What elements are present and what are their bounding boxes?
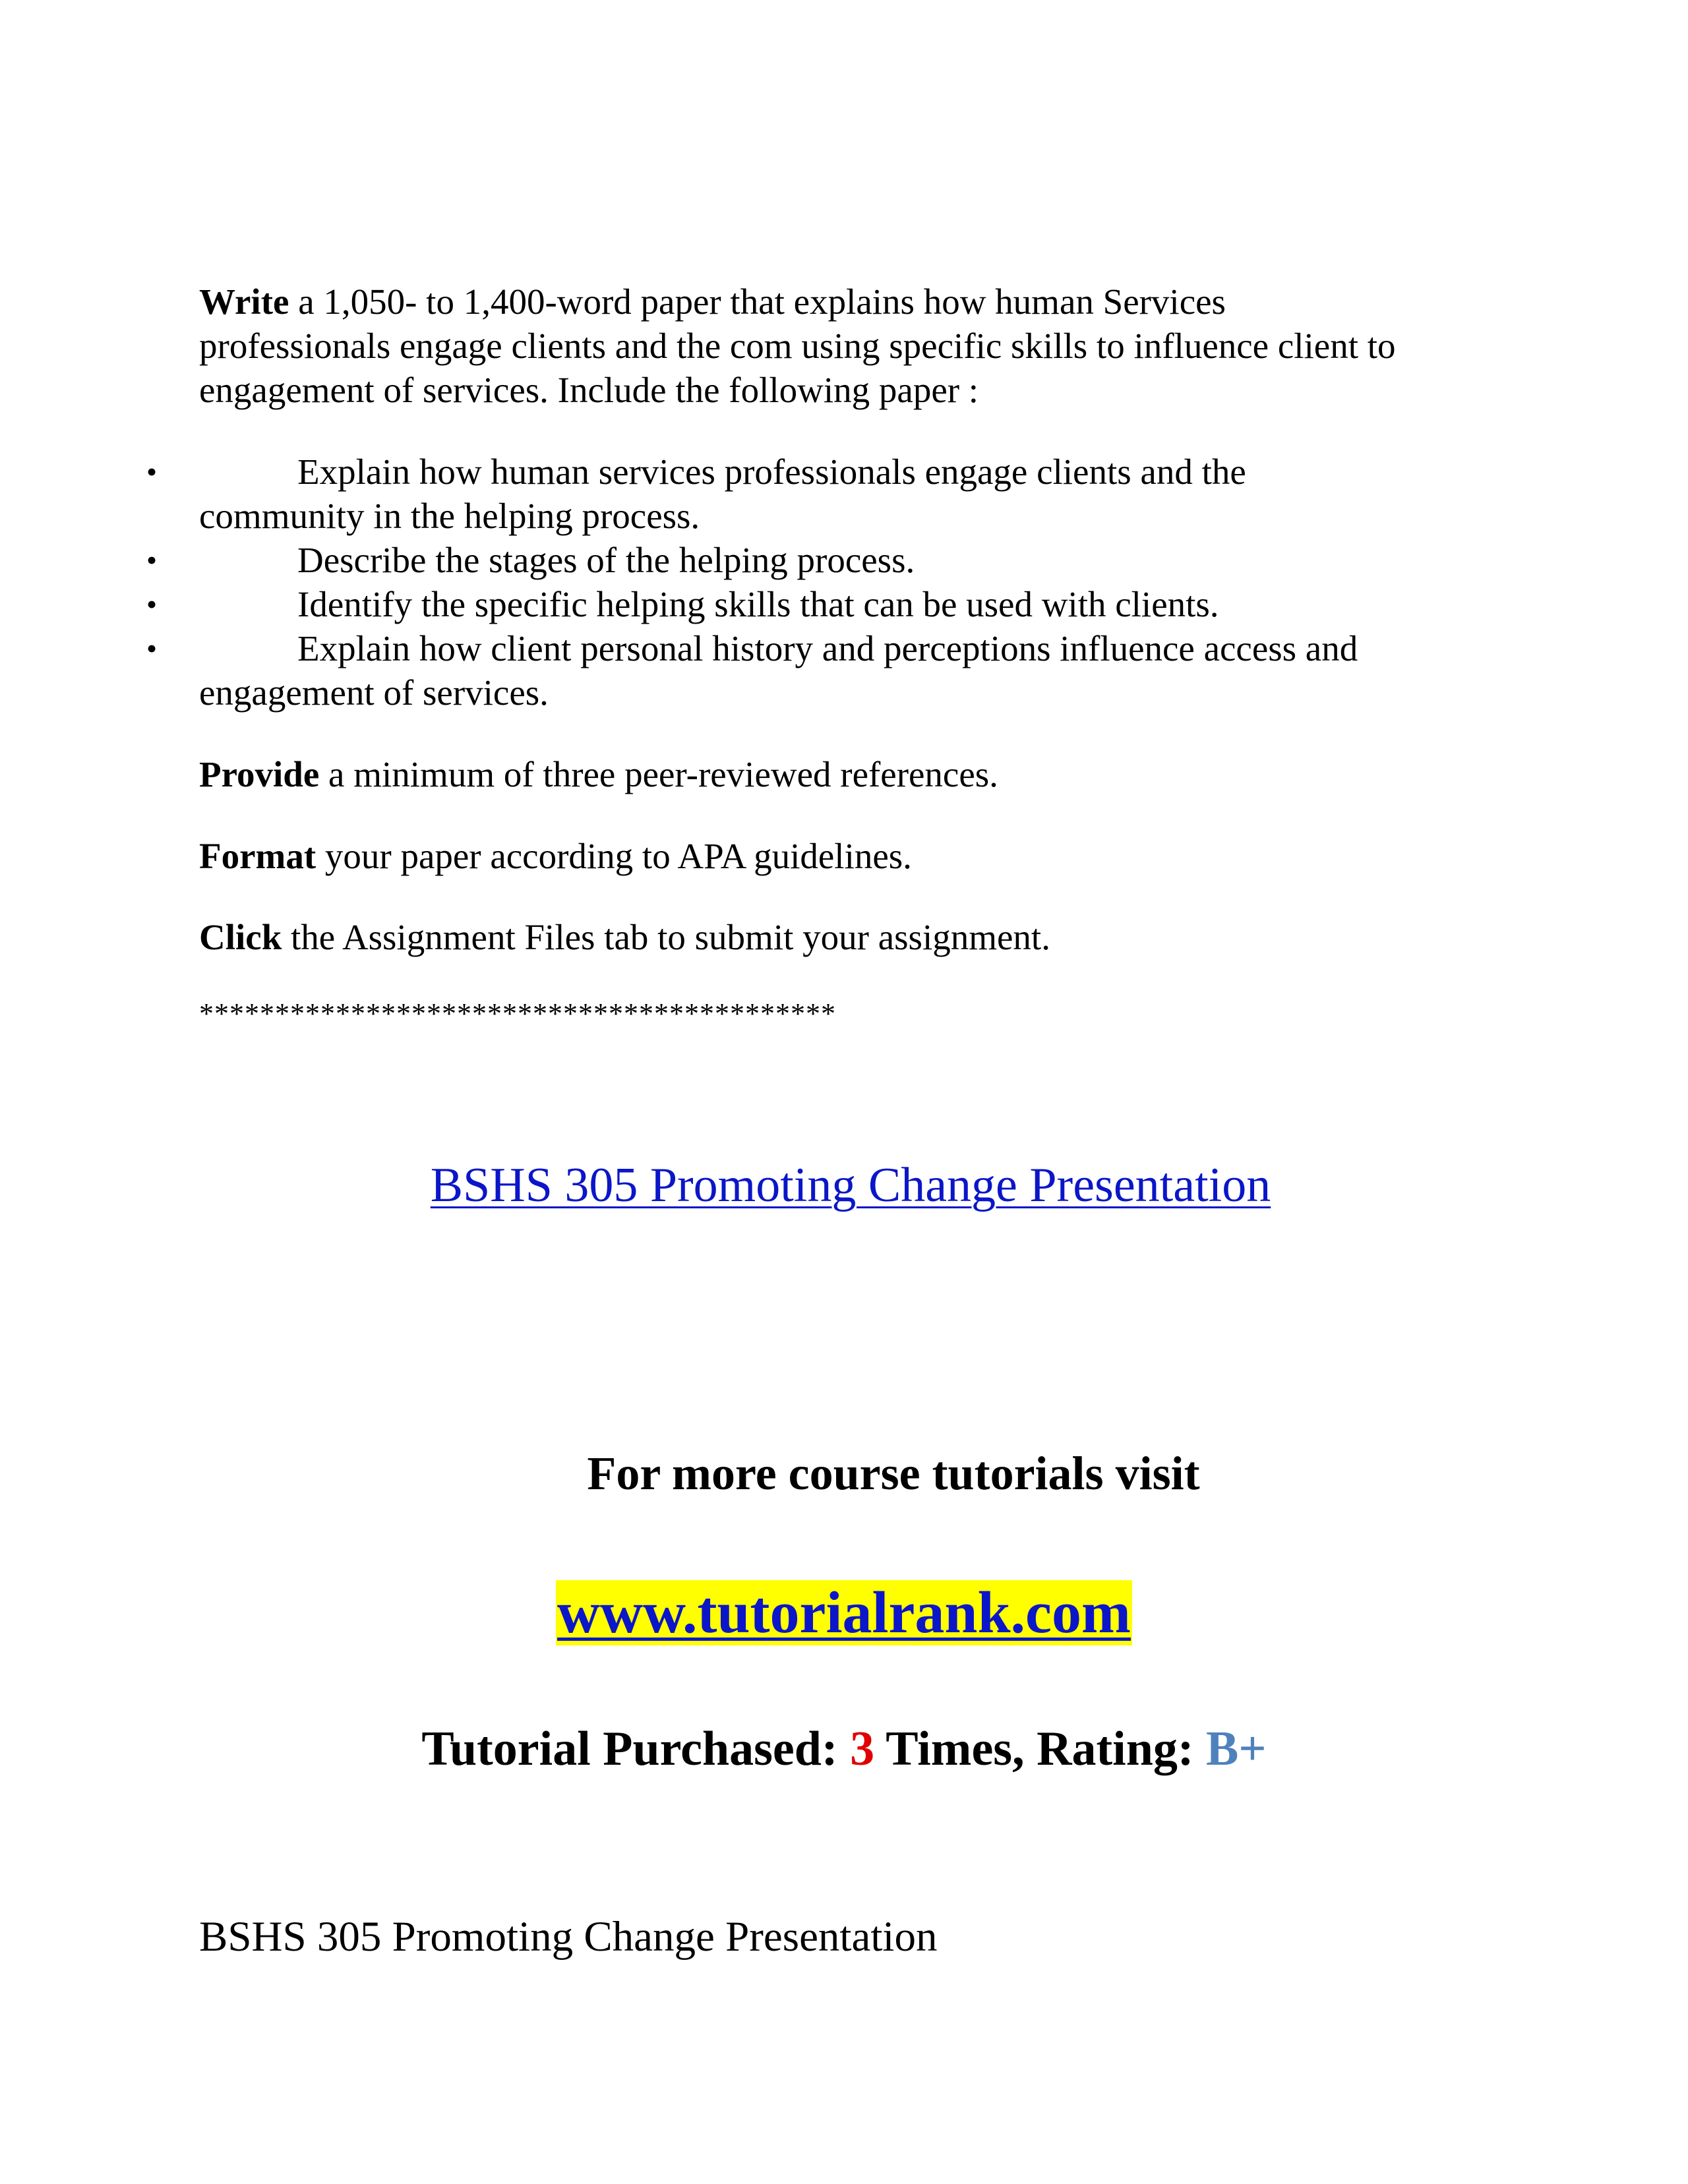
intro-line-1-text: a 1,050- to 1,400-word paper that explains how human Services bbox=[289, 281, 1226, 322]
list-item-continuation: engagement of services. bbox=[199, 672, 549, 713]
intro-paragraph bbox=[199, 280, 1518, 412]
intro-lead: Write bbox=[199, 281, 289, 322]
intro-line-2: professionals engage clients and the com using specific skills to influence client to bbox=[199, 326, 1396, 366]
footer-title: BSHS 305 Promoting Change Presentation bbox=[199, 1913, 938, 1961]
course-link-row bbox=[0, 1156, 1688, 1215]
more-tutorials-heading: For more course tutorials visit bbox=[587, 1447, 1200, 1500]
provide-text: a minimum of three peer-reviewed references. bbox=[319, 754, 998, 794]
provide-paragraph bbox=[199, 752, 1518, 796]
list-item-continuation: community in the helping process. bbox=[199, 496, 700, 536]
purchase-middle: Times, Rating: bbox=[874, 1722, 1207, 1776]
click-paragraph bbox=[199, 915, 1518, 959]
website-row bbox=[0, 1577, 1688, 1649]
provide-lead: Provide bbox=[199, 754, 320, 794]
format-lead: Format bbox=[199, 836, 316, 876]
purchase-info bbox=[0, 1719, 1688, 1779]
bullet-icon: • bbox=[146, 543, 158, 577]
website-link[interactable]: www.tutorialrank.com bbox=[557, 1580, 1131, 1645]
list-item-text: Explain how human services professionals engage clients and the bbox=[297, 452, 1246, 492]
list-item-text: Describe the stages of the helping process. bbox=[297, 540, 915, 580]
click-text: the Assignment Files tab to submit your assignment. bbox=[282, 917, 1050, 957]
bullet-icon: • bbox=[146, 455, 158, 488]
list-item-text: Explain how client personal history and perceptions influence access and bbox=[297, 628, 1358, 668]
purchase-prefix: Tutorial Purchased: bbox=[421, 1722, 851, 1776]
separator: ****************************************** bbox=[199, 997, 836, 1030]
format-text: your paper according to APA guidelines. bbox=[316, 836, 912, 876]
rating-value: B+ bbox=[1206, 1722, 1267, 1776]
intro-line-1 bbox=[199, 280, 1518, 324]
course-link[interactable]: BSHS 305 Promoting Change Presentation bbox=[430, 1158, 1271, 1212]
purchase-count: 3 bbox=[850, 1722, 875, 1776]
click-lead: Click bbox=[199, 917, 282, 957]
bullet-icon: • bbox=[146, 587, 158, 621]
bullet-icon: • bbox=[146, 632, 158, 665]
format-paragraph bbox=[199, 834, 1518, 878]
intro-line-3: engagement of services. Include the following paper : bbox=[199, 370, 979, 410]
list-item-text: Identify the specific helping skills that can be used with clients. bbox=[297, 584, 1219, 624]
